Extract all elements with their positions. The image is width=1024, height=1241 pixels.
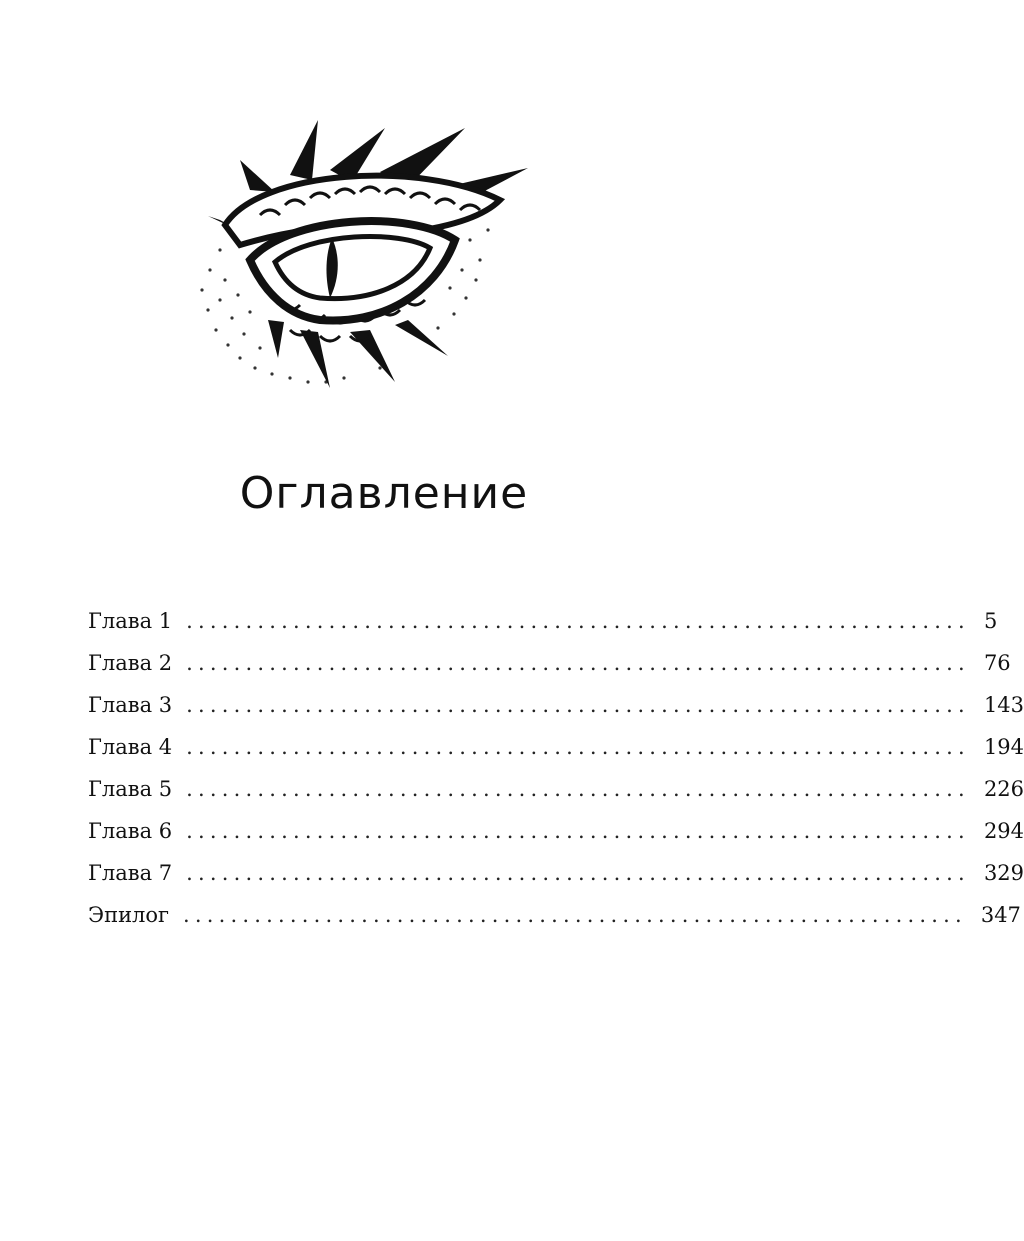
- toc-entry-label: Глава 5: [88, 777, 173, 801]
- toc-entry-page: 5: [983, 609, 998, 633]
- toc-entry-page: 294: [983, 819, 1024, 843]
- toc-entry-label: Глава 2: [88, 651, 173, 675]
- toc-entry-page: 347: [980, 903, 1021, 927]
- toc-entry[interactable]: [88, 852, 1024, 894]
- toc-entry[interactable]: [88, 894, 1021, 936]
- toc-entry-page: 329: [983, 861, 1024, 885]
- toc-entry-label: Эпилог: [88, 903, 170, 927]
- toc-leader: ..................................................................: [183, 903, 967, 927]
- toc-leader: ..................................................................: [186, 651, 970, 675]
- toc-entry[interactable]: [88, 768, 1024, 810]
- toc-entry-label: Глава 4: [88, 735, 173, 759]
- toc-entry[interactable]: [88, 684, 1024, 726]
- toc-leader: ..................................................................: [186, 609, 970, 633]
- toc-entry-page: 143: [983, 693, 1024, 717]
- toc-entry-label: Глава 3: [88, 693, 173, 717]
- toc-entry-page: 76: [983, 651, 1011, 675]
- toc-entry[interactable]: [88, 642, 1011, 684]
- toc-entry[interactable]: [88, 600, 998, 642]
- toc-entry-label: Глава 6: [88, 819, 173, 843]
- toc-entry-page: 226: [983, 777, 1024, 801]
- toc-leader: ..................................................................: [186, 777, 970, 801]
- toc-leader: ..................................................................: [186, 861, 970, 885]
- table-of-contents: [88, 600, 1024, 936]
- toc-entry-label: Глава 1: [88, 609, 173, 633]
- toc-leader: ..................................................................: [186, 693, 970, 717]
- toc-leader: ..................................................................: [186, 819, 970, 843]
- toc-leader: ..................................................................: [186, 735, 970, 759]
- toc-entry[interactable]: [88, 726, 1024, 768]
- toc-entry-page: 194: [983, 735, 1024, 759]
- toc-entry-label: Глава 7: [88, 861, 173, 885]
- toc-entry[interactable]: [88, 810, 1024, 852]
- page-title: Оглавление: [239, 468, 529, 519]
- dragon-eye-icon: [180, 120, 540, 390]
